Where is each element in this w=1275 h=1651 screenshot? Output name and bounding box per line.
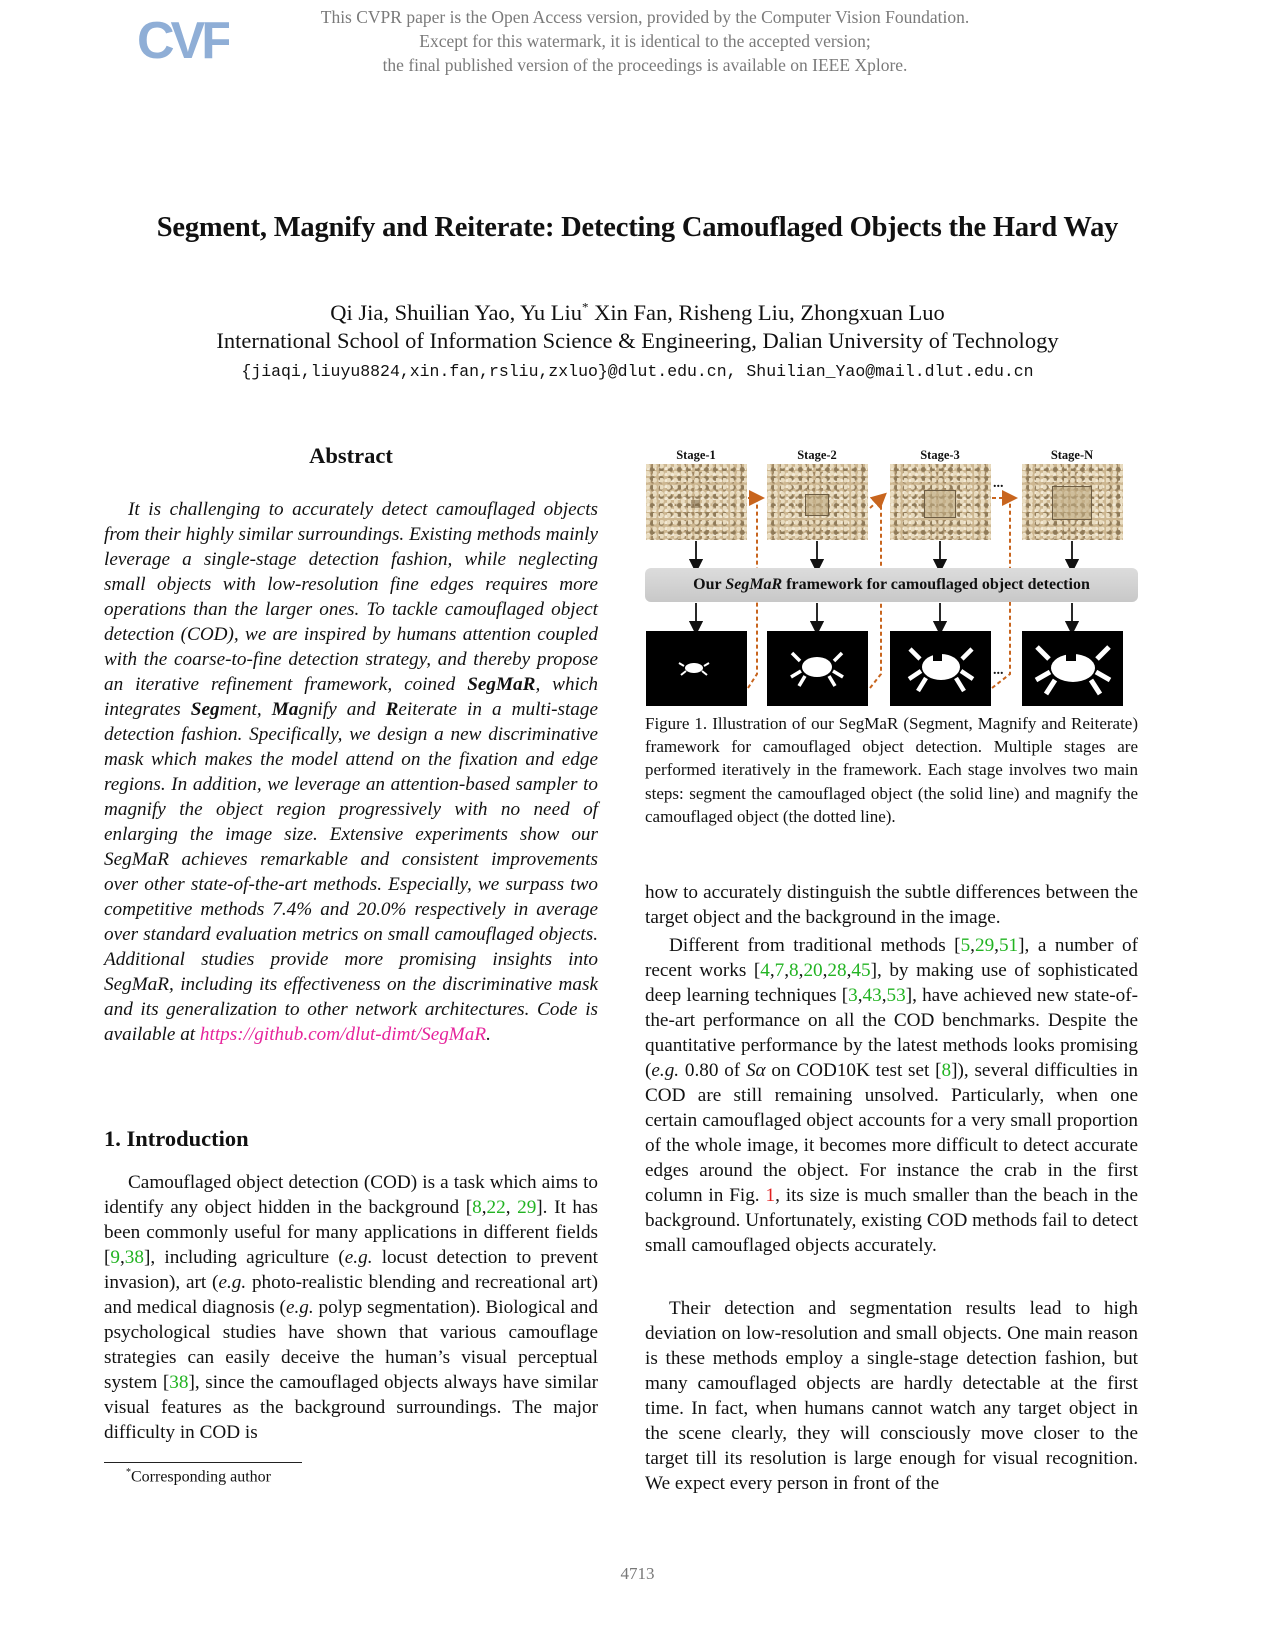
method-name: SegMaR (467, 674, 536, 695)
stage-mask-output (767, 631, 868, 706)
citation[interactable]: 3 (848, 985, 858, 1006)
citation[interactable]: 51 (998, 935, 1019, 956)
citation[interactable]: 53 (886, 985, 906, 1006)
citation[interactable]: 4 (760, 960, 770, 981)
watermark-line: This CVPR paper is the Open Access version, provided by the Computer Vision Foundation. (320, 7, 970, 27)
authors-list-rest: Xin Fan, Risheng Liu, Zhongxuan Luo (588, 300, 945, 325)
citation[interactable]: 43 (862, 985, 882, 1006)
stage-label: Stage-1 (676, 448, 716, 462)
citation[interactable]: 9 (110, 1247, 120, 1268)
cvf-logo (137, 8, 229, 74)
citation[interactable]: 38 (169, 1372, 189, 1393)
stage-label: Stage-3 (920, 448, 960, 462)
figure-caption: Figure 1. Illustration of our SegMaR (Segment, Magnify and Reiterate) framework for camouflaged object detection. Multiple stages are performed iteratively in the framework. Each stage involves two main steps: segment the camouflaged object (the solid line) and magnify the camouflaged object (the dotted line). (645, 714, 1138, 826)
footnote-rule (104, 1462, 302, 1463)
cvf-logo-text: CVF (137, 12, 229, 70)
watermark-line: the final published version of the proceedings is available on IEEE Xplore. (382, 55, 908, 75)
right-paragraph-2: Different from traditional methods [5,29,51], a number of recent works [4,7,8,20,28,45], by making use of sophisticated deep learning techniques [3,43,53], have achieved new state-of-the-art performance on all the COD benchmarks. Despite the quantitative performance by the latest methods looks promising (e.g. 0.80 of Sα on COD10K test set [8]), several difficulties in COD are still remaining unsolved. Particularly, when one certain camouflaged object accounts for a very small proportion of the whole image, it becomes more difficult to detect accurate edges around the object. For instance the crab in the first column in Fig. 1, its size is much smaller than the beach in the background. Unfortunately, existing COD methods fail to detect small camouflaged objects accurately. (645, 935, 1139, 1256)
citation[interactable]: 8 (472, 1197, 482, 1218)
paper-title: Segment, Magnify and Reiterate: Detecting Camouflaged Objects the Hard Way (156, 212, 1119, 243)
page-number: 4713 (620, 1564, 655, 1583)
figure-1 (645, 448, 1138, 710)
abstract-heading: Abstract (309, 443, 393, 468)
citation[interactable]: 28 (827, 960, 847, 981)
right-paragraph-1: how to accurately distinguish the subtle differences between the target object and the background in the image. (645, 882, 1138, 928)
citation[interactable]: 5 (960, 935, 971, 956)
stage-mask-output (1022, 631, 1123, 706)
stage-mask-output (890, 631, 991, 706)
intro-paragraph: Camouflaged object detection (COD) is a task which aims to identify any object hidden in the background [8,22, 29]. It has been commonly useful for many applications in different fields [9,38], including agriculture (e.g. locust detection to prevent invasion), art (e.g. photo-realistic blending and recreational art) and medical diagnosis (e.g. polyp segmentation). Biological and psychological studies have shown that various camouflage strategies can easily deceive the human’s visual perceptual system [38], since the camouflaged objects always have similar visual features as the background surroundings. The major difficulty in COD is (104, 1172, 599, 1443)
citation[interactable]: 29 (974, 935, 995, 956)
stage-mask-output (646, 631, 747, 706)
citation[interactable]: 38 (124, 1247, 144, 1268)
citation[interactable]: 8 (941, 1060, 952, 1081)
figure-reference[interactable]: 1 (765, 1185, 776, 1206)
stage-label: Stage-2 (797, 448, 837, 462)
framework-banner: Our SegMaR framework for camouflaged object detection (645, 568, 1138, 602)
watermark-line: Except for this watermark, it is identical to the accepted version; (419, 31, 871, 51)
footnote: *Corresponding author (126, 1467, 271, 1486)
stage-label: Stage-N (1050, 448, 1094, 462)
citation[interactable]: 8 (789, 960, 799, 981)
citation[interactable]: 7 (774, 960, 785, 981)
corresponding-mark: * (581, 299, 589, 315)
citation[interactable]: 22 (486, 1197, 506, 1218)
citation[interactable]: 45 (851, 960, 871, 981)
section-heading: 1. Introduction (104, 1126, 249, 1151)
stage-ellipsis: ... (993, 476, 1004, 491)
affiliation: International School of Information Science & Engineering, Dalian University of Technology (216, 328, 1059, 353)
watermark (230, 5, 1060, 77)
code-link[interactable]: https://github.com/dlut-dimt/SegMaR (199, 1024, 487, 1045)
authors-list: Qi Jia, Shuilian Yao, Yu Liu (330, 300, 582, 325)
emails: {jiaqi,liuyu8824,xin.fan,rsliu,zxluo}@dlut.edu.cn, Shuilian_Yao@mail.dlut.edu.cn (241, 362, 1034, 381)
abstract-body: It is challenging to accurately detect camouflaged objects from their highly similar surroundings. Existing methods mainly leverage a single-stage detection fashion, while neglecting small objects with low-resolution fine edges requires more operations than the larger ones. To tackle camouflaged object detection (COD), we are inspired by humans attention coupled with the coarse-to-fine detection strategy, and thereby propose an iterative refinement framework, coined SegMaR, which integrates Segment, Magnify and Reiterate in a multi-stage detection fashion. Specifically, we design a new discriminative mask which makes the model attend on the fixation and edge regions. In addition, we leverage an attention-based sampler to magnify the object region progressively with no need of enlarging the image size. Extensive experiments show our SegMaR achieves remarkable and consistent improvements over other state-of-the-art methods. Especially, we surpass two competitive methods 7.4% and 20.0% respectively in average over standard evaluation metrics on small camouflaged objects. Additional studies provide more promising insights into SegMaR, including its effectiveness on the discriminative mask and its generalization to other network architectures. Code is available at https://github.com/dlut-dimt/SegMaR. (104, 499, 598, 1045)
citation[interactable]: 20 (803, 960, 823, 981)
citation[interactable]: 29 (517, 1197, 537, 1218)
authors (100, 300, 1175, 326)
mask-ellipsis: ... (993, 663, 1004, 678)
math-s-alpha: Sα (745, 1060, 766, 1081)
right-paragraph-3: Their detection and segmentation results lead to high deviation on low-resolution and small objects. One main reason is these methods employ a single-stage detection fashion, but many camouflaged objects are hardly detectable at the first time. In fact, when humans cannot watch any target object in the scene clearly, they will consciously move closer to the target till its resolution is large enough for visual recognition. We expect every person in front of the (645, 1298, 1138, 1494)
